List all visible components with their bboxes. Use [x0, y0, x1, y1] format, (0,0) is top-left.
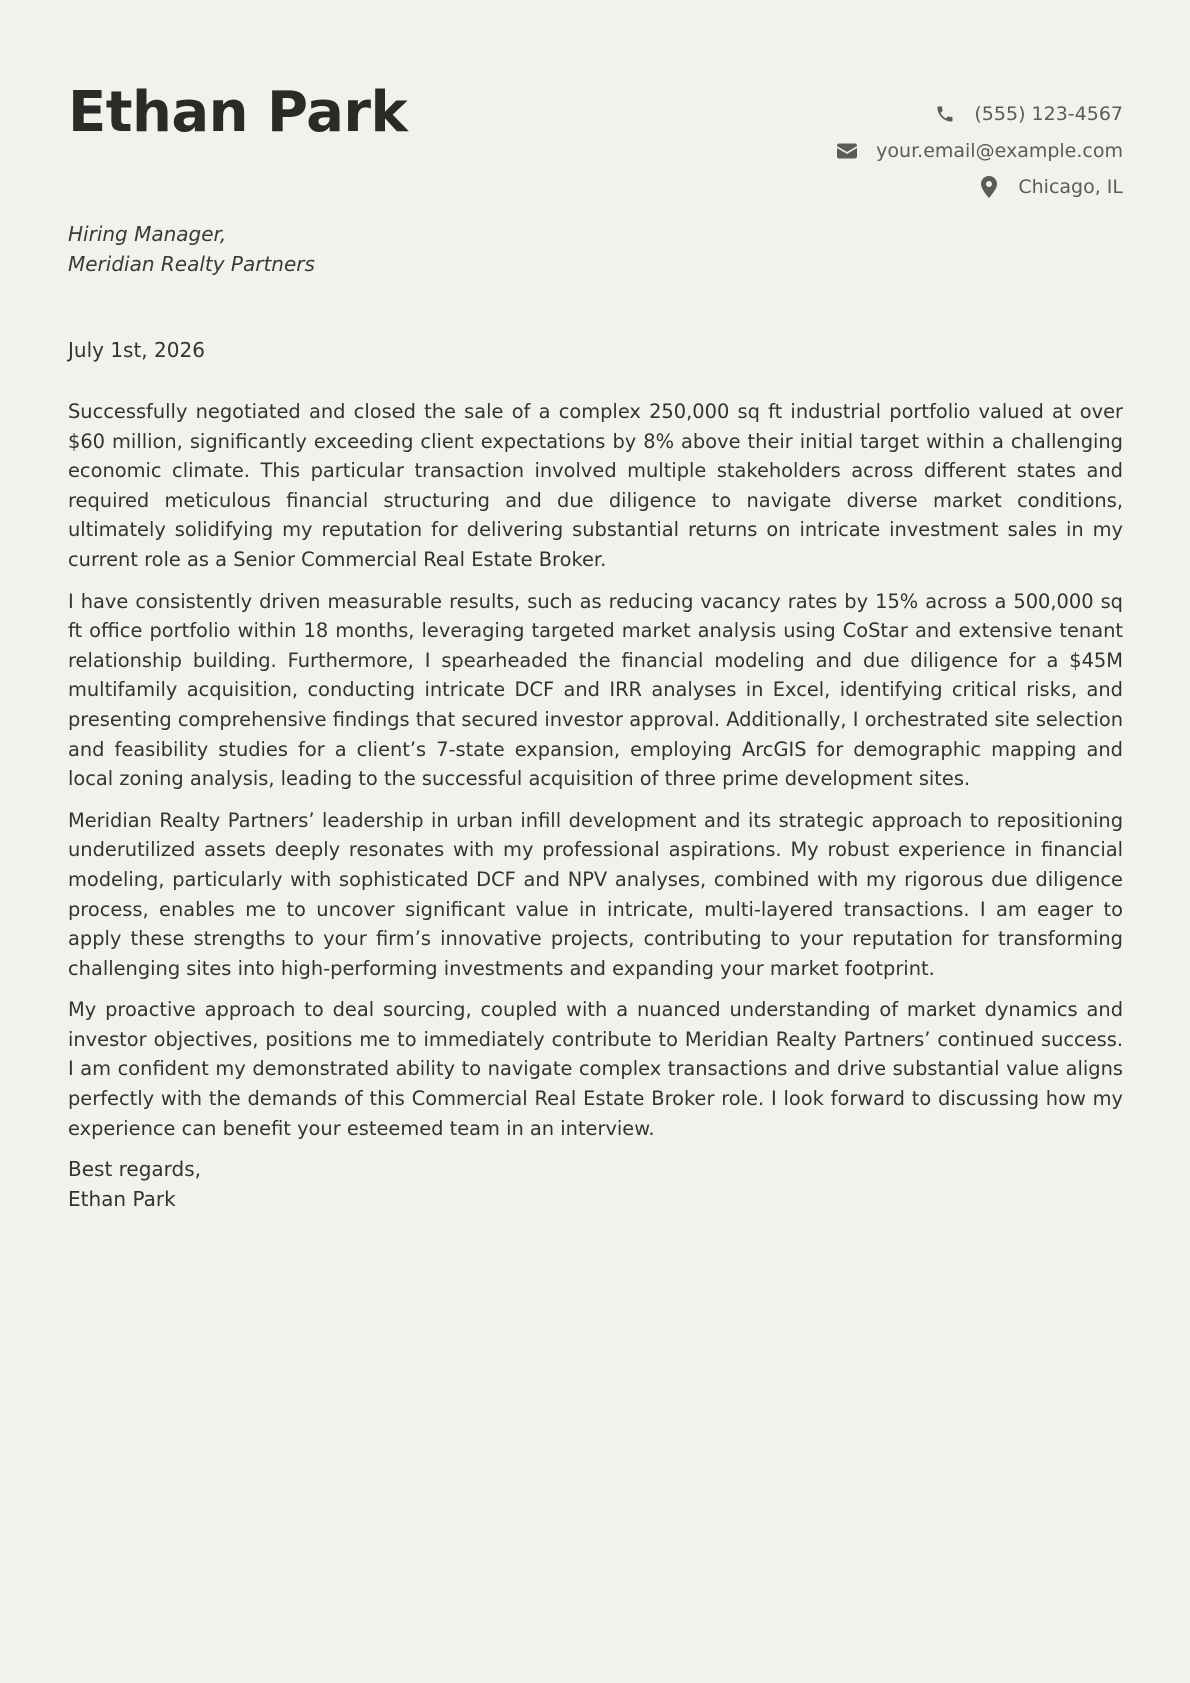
contact-email [836, 133, 1123, 170]
body-paragraph: I have consistently driven measurable results, such as reducing vacancy rates by 15% across a 500,000 sq ft office portfolio within 18 months, leveraging targeted market analysis using CoStar and extensive tenant relationship building. Furthermore, I spearheaded the financial modeling and due diligence for a $45M multifamily acquisition, conducting intricate DCF and IRR analyses in Excel, identifying critical risks, and presenting comprehensive findings that secured investor approval. Additionally, I orchestrated site selection and feasibility studies for a client’s 7-state expansion, employing ArcGIS for demographic mapping and local zoning analysis, leading to the successful acquisition of three prime development sites. [68, 589, 1123, 791]
applicant-name: Ethan Park [68, 80, 408, 145]
contact-phone [836, 96, 1123, 133]
email-address: your.email@example.com [876, 139, 1123, 162]
recipient-title: Hiring Manager, [68, 222, 227, 246]
recipient-block [68, 219, 315, 279]
letter-header [68, 0, 1123, 205]
contact-location [836, 169, 1123, 206]
envelope-icon [836, 140, 858, 162]
letter-date: July 1st, 2026 [68, 338, 205, 362]
body-paragraph: Successfully negotiated and closed the sale of a complex 250,000 sq ft industrial portfolio valued at over $60 million, significantly exceeding client expectations by 8% above their initial target within a challenging economic climate. This particular transaction involved multiple stakeholders across different states and required meticulous financial structuring and due diligence to navigate diverse market conditions, ultimately solidifying my reputation for delivering substantial returns on intricate investment sales in my current role as a Senior Commercial Real Estate Broker. [68, 400, 1123, 571]
location-text: Chicago, IL [1018, 176, 1123, 199]
closing-signature: Ethan Park [68, 1186, 176, 1211]
phone-number: (555) 123-4567 [974, 103, 1123, 126]
cover-letter-page [68, 0, 1123, 1211]
recipient-company: Meridian Realty Partners [68, 252, 315, 276]
phone-icon [934, 103, 956, 125]
letter-body [68, 397, 1123, 1155]
body-paragraph: Meridian Realty Partners’ leadership in urban infill development and its strategic approach to repositioning underutilized assets deeply resonates with my professional aspirations. My robust experience in financial modeling, particularly with sophisticated DCF and NPV analyses, combined with my rigorous due diligence process, enables me to uncover significant value in intricate, multi-layered transactions. I am eager to apply these strengths to your firm’s innovative projects, contributing to your reputation for transforming challenging sites into high-performing investments and expanding your market footprint. [68, 808, 1123, 980]
map-pin-icon [978, 176, 1000, 198]
closing-salutation: Best regards, [68, 1157, 202, 1181]
contact-info [836, 96, 1123, 206]
body-paragraph: My proactive approach to deal sourcing, coupled with a nuanced understanding of market dynamics and investor objectives, positions me to immediately contribute to Meridian Realty Partners’ continued success. I am confident my demonstrated ability to navigate complex transactions and drive substantial value aligns perfectly with the demands of this Commercial Real Estate Broker role. I look forward to discussing how my experience can benefit your esteemed team in an interview. [68, 998, 1123, 1140]
letter-closing [68, 1155, 201, 1214]
